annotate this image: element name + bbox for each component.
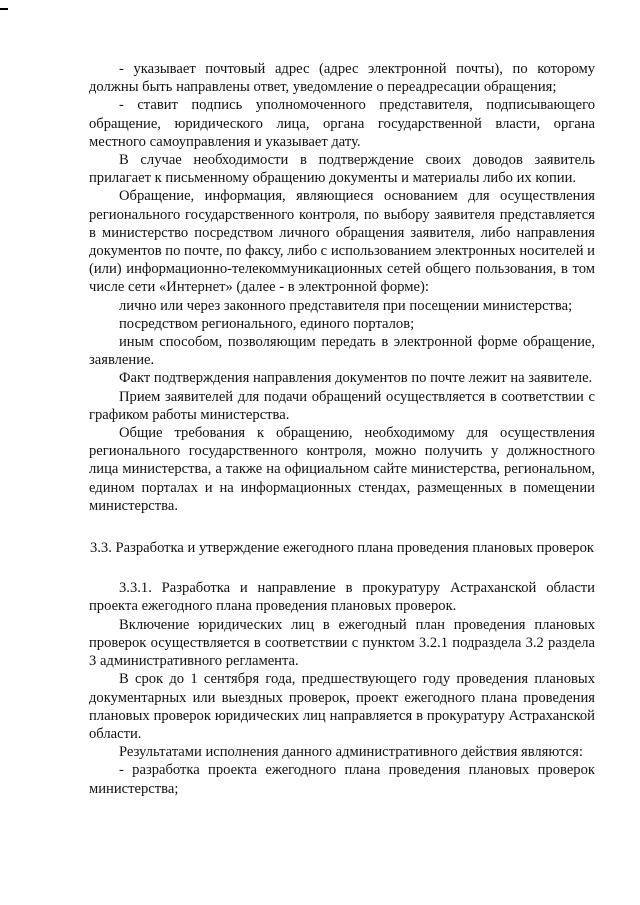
paragraph-results-intro: Результатами исполнения данного административного действия являются: (119, 744, 583, 761)
scan-edge-mark (0, 8, 8, 10)
paragraph-supporting-documents: В случае необходимости в подтверждение своих доводов заявитель прилагает к письменному обращению документы и материалы либо их копии. (89, 152, 595, 187)
paragraph-deadline: В срок до 1 сентября года, предшествующего году проведения плановых документарных или выездных проверок, проект ежегодного плана проведения плановых проверок юридических лиц направляется в прокуратуру Астраханской области. (89, 671, 595, 742)
paragraph-general-requirements: Общие требования к обращению, необходимому для осуществления регионального государственного контроля, можно получить у должностного лица министерства, а также на официальном сайте министерства, региональном, едином порталах и на информационных стендах, размещенных в помещении министерства. (89, 425, 595, 514)
paragraph-result-item: - разработка проекта ежегодного плана проведения плановых проверок министерства; (89, 762, 595, 797)
paragraph-method-portals: посредством регионального, единого порталов; (119, 315, 415, 332)
paragraph-postal-proof: Факт подтверждения направления документов по почте лежит на заявителе. (119, 370, 593, 387)
paragraph-method-in-person: лично или через законного представителя при посещении министерства; (119, 297, 573, 314)
paragraph-submission-methods: Обращение, информация, являющиеся основанием для осуществления регионального государственного контроля, по выбору заявителя представляется в министерство посредством личного обращения заявителя, либо направления документов по почте, по факсу, либо с использованием электронных носителей и (или) информационно-телекоммуникационных сетей общего пользования, в том числе сети «Интернет» (далее - в электронной форме): (89, 188, 595, 296)
paragraph-method-other: иным способом, позволяющим передать в электронной форме обращение, заявление. (89, 334, 595, 369)
document-body (89, 60, 595, 798)
paragraph-reception-schedule: Прием заявителей для подачи обращений осуществляется в соответствии с графиком работы министерства. (89, 388, 595, 423)
paragraph-inclusion: Включение юридических лиц в ежегодный план проведения плановых проверок осуществляется в соответствии с пунктом 3.2.1 подраздела 3.2 раздела 3 административного регламента. (89, 616, 595, 670)
paragraph-3-3-1: 3.3.1. Разработка и направление в прокуратуру Астраханской области проекта ежегодного плана проведения плановых проверок. (89, 580, 595, 615)
paragraph-signature: - ставит подпись уполномоченного представителя, подписывающего обращение, юридического лица, органа государственной власти, органа местного самоуправления и указывает дату. (89, 97, 595, 150)
paragraph-postal-address: - указывает почтовый адрес (адрес электронной почты), по которому должны быть направлены ответ, уведомление о переадресации обращения; (89, 61, 595, 96)
section-heading: 3.3. Разработка и утверждение ежегодного плана проведения плановых проверок (89, 540, 595, 557)
